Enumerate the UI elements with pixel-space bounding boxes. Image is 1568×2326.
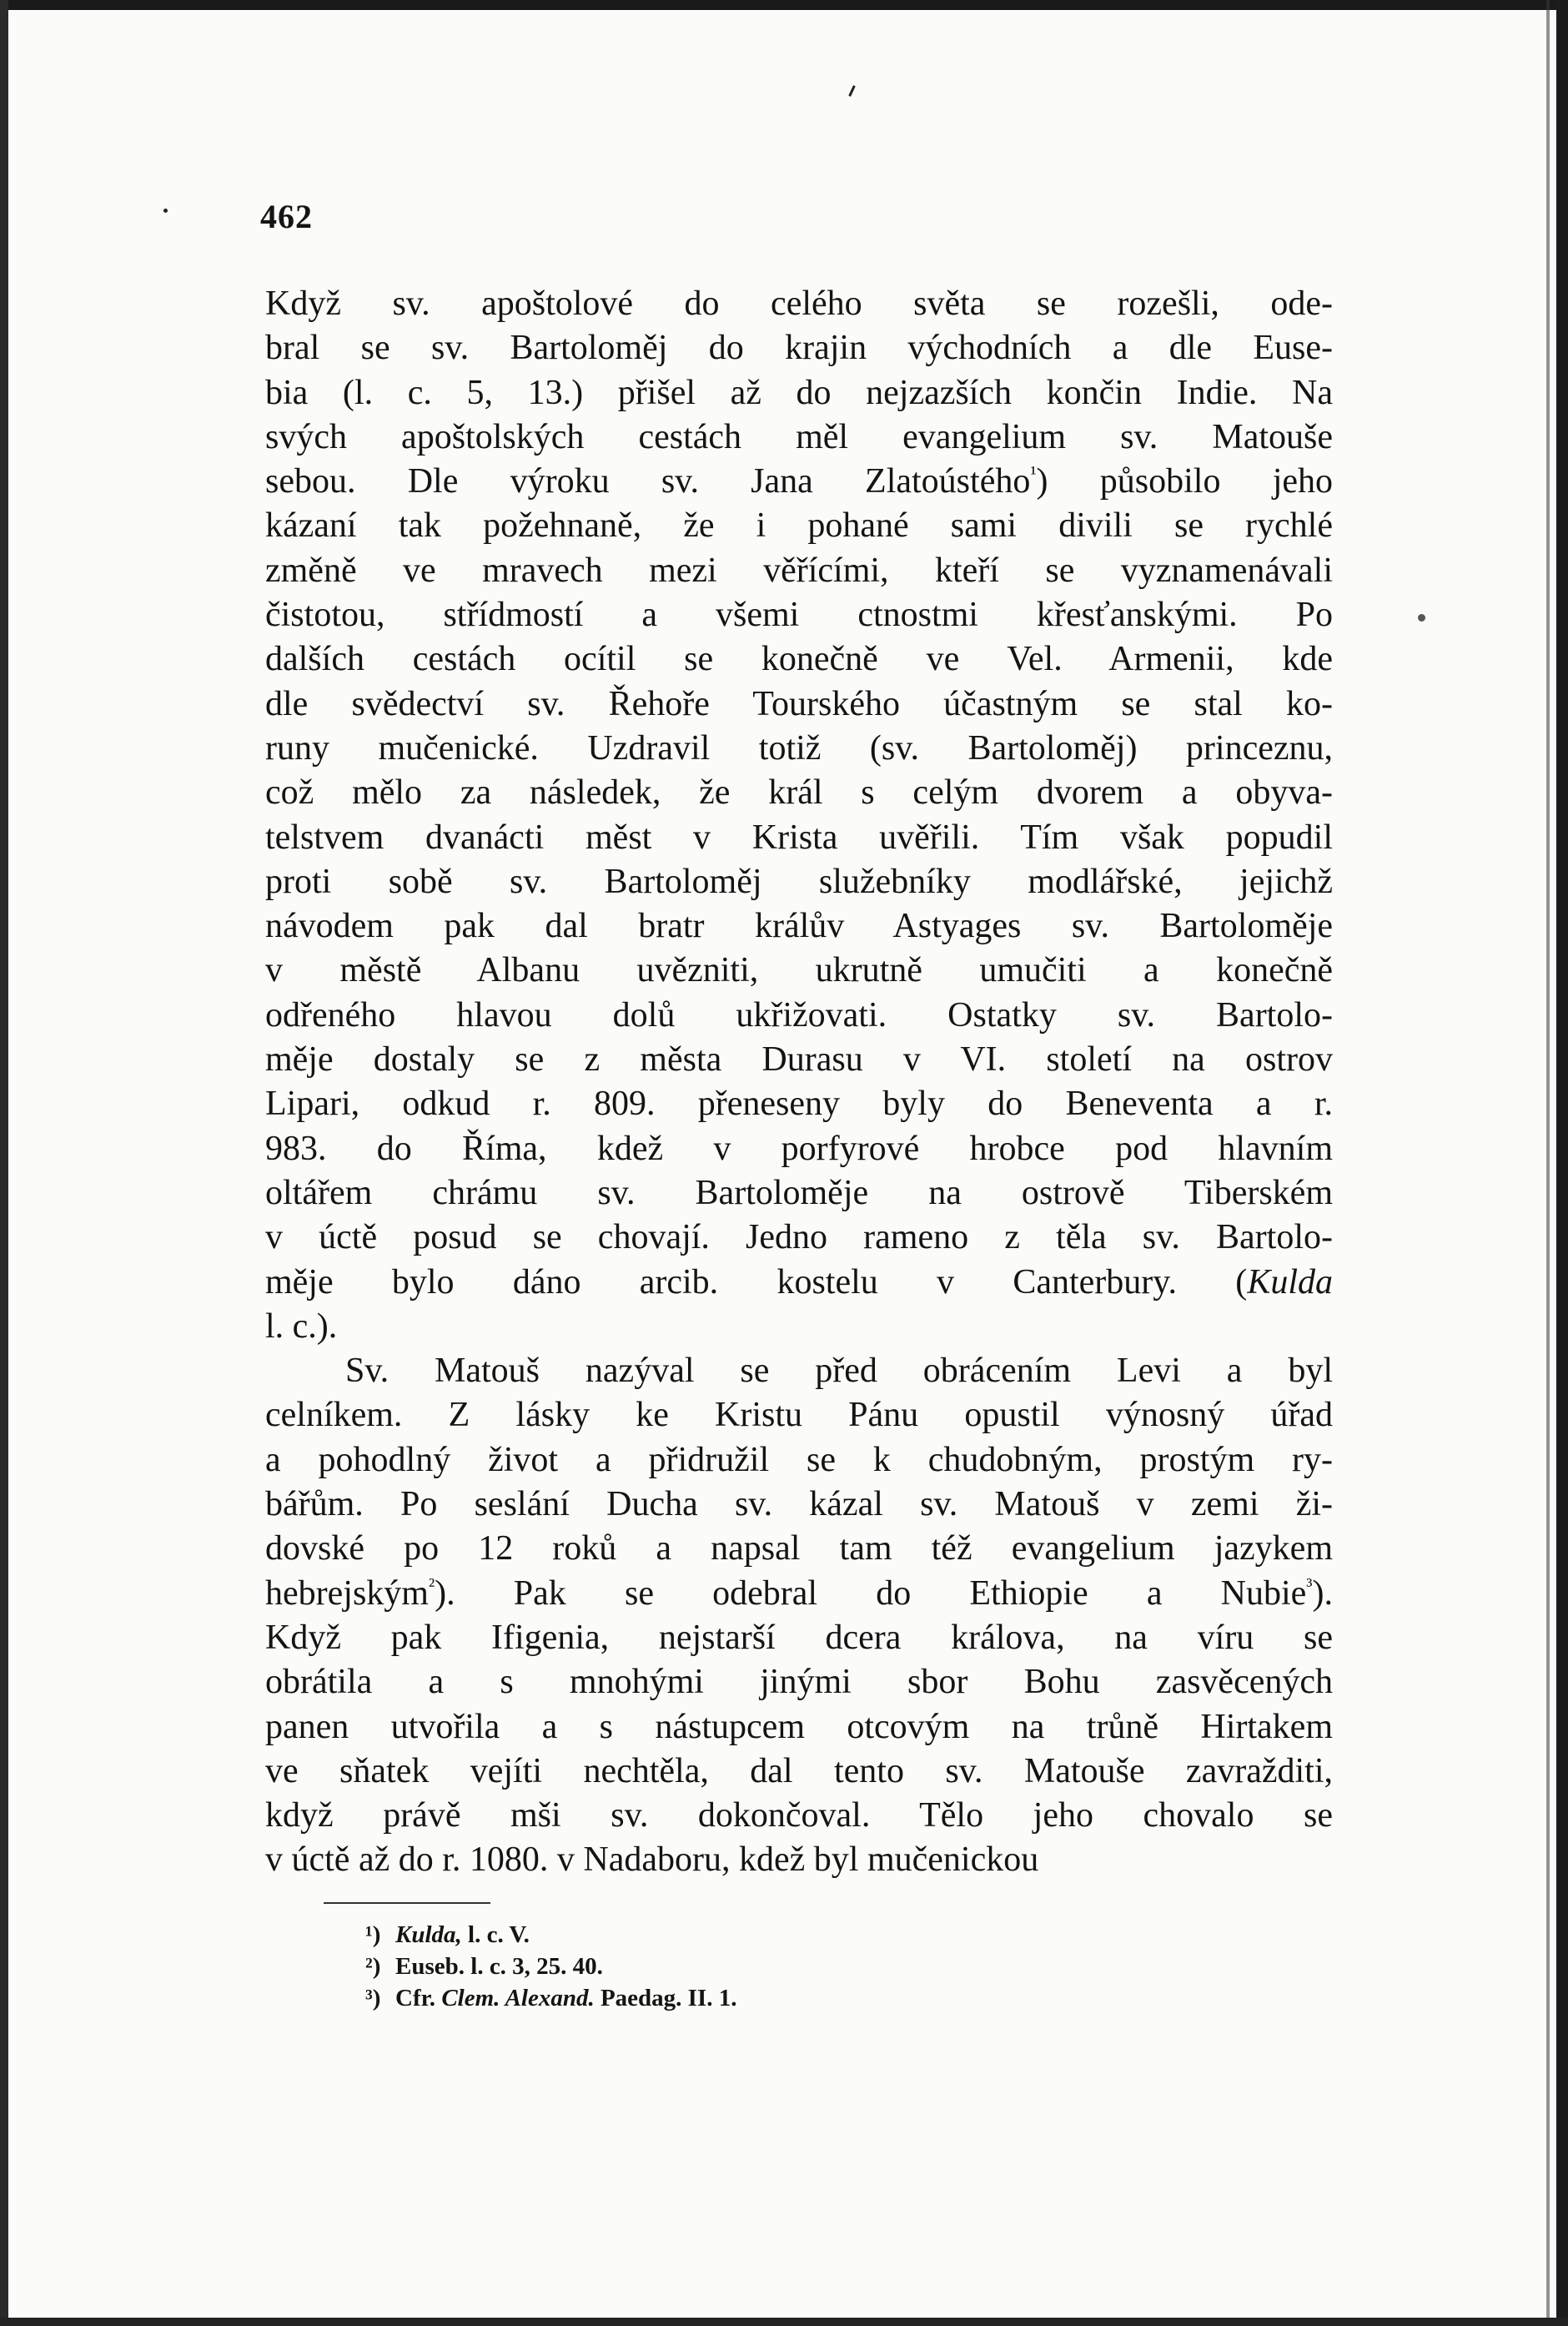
text-line: panen utvořila a s nástupcem otcovým na trůně Hirtakem bbox=[265, 1707, 1333, 1746]
scan-border-top bbox=[0, 0, 1568, 10]
text-line: Když sv. apoštolové do celého světa se rozešli, ode- bbox=[265, 284, 1333, 323]
scan-shadow-right bbox=[1546, 0, 1550, 2326]
footnote-separator bbox=[324, 1902, 490, 1904]
footnote-mark: ²) bbox=[365, 1953, 381, 1980]
footnote-mark: ³) bbox=[365, 1985, 381, 2011]
text-line: bia (l. c. 5, 13.) přišel až do nejzazších končin Indie. Na bbox=[265, 373, 1333, 412]
page-number: 462 bbox=[260, 198, 313, 235]
text-line: Když pak Ifigenia, nejstarší dcera králova, na víru se bbox=[265, 1618, 1333, 1657]
italic-reference: Kulda bbox=[1247, 1262, 1333, 1301]
text-line: dle svědectví sv. Řehoře Tourského účastným se stal ko- bbox=[265, 684, 1333, 723]
body-text bbox=[265, 282, 1333, 1883]
text-line: bral se sv. Bartoloměj do krajin východních a dle Euse- bbox=[265, 329, 1333, 368]
scan-border-right bbox=[1556, 0, 1568, 2326]
text-line: l. c.). bbox=[265, 1306, 338, 1346]
text-line: v úctě posud se chovají. Jedno rameno z těla sv. Bartolo- bbox=[265, 1218, 1333, 1257]
scan-speck bbox=[1418, 614, 1425, 622]
footnote-reference: ³ bbox=[1306, 1574, 1313, 1597]
text-line: v městě Albanu uvězniti, ukrutně umučiti a konečně bbox=[265, 951, 1333, 990]
text-line: bářům. Po seslání Ducha sv. kázal sv. Matouš v zemi ži- bbox=[265, 1485, 1333, 1524]
text-line: Lipari, odkud r. 809. přeneseny byly do Beneventa a r. bbox=[265, 1085, 1333, 1124]
text-line: runy mučenické. Uzdravil totiž (sv. Bartoloměj) princeznu, bbox=[265, 728, 1333, 768]
scan-border-bottom bbox=[0, 2318, 1568, 2326]
text-line: dovské po 12 roků a napsal tam též evangelium jazykem bbox=[265, 1529, 1333, 1568]
text-line: když právě mši sv. dokončoval. Tělo jeho chovalo se bbox=[265, 1796, 1333, 1835]
text-line: Sv. Matouš nazýval se před obrácením Levi a byl bbox=[345, 1352, 1333, 1391]
text-line: dalších cestách ocítil se konečně ve Vel. Armenii, kde bbox=[265, 640, 1333, 679]
text-line: změně ve mravech mezi věřícími, kteří se vyznamenávali bbox=[265, 551, 1333, 590]
footnote: ²) Euseb. l. c. 3, 25. 40. bbox=[365, 1951, 949, 1982]
scan-speck bbox=[848, 85, 856, 97]
text-line: což mělo za následek, že král s celým dvorem a obyva- bbox=[265, 773, 1333, 813]
text-line: měje dostaly se z města Durasu v VI. století na ostrov bbox=[265, 1040, 1333, 1080]
text-line: oltářem chrámu sv. Bartoloměje na ostrově Tiberském bbox=[265, 1173, 1333, 1212]
footnote: ³) Cfr. Clem. Alexand. Paedag. II. 1. bbox=[365, 1982, 949, 2014]
text-line: čistotou, střídmostí a všemi ctnostmi křesťanskými. Po bbox=[265, 596, 1333, 635]
text-line: návodem pak dal bratr králův Astyages sv. Bartoloměje bbox=[265, 907, 1333, 946]
text-line: hebrejským$^{^2}$). Pak se odebral do Ethiopie a Nubie$^{^3}$). bbox=[265, 1573, 1333, 1613]
text-line: obrátila a s mnohými jinými sbor Bohu zasvěcených bbox=[265, 1663, 1333, 1702]
text-line: v úctě až do r. 1080. v Nadaboru, kdež byl mučenickou bbox=[265, 1840, 1039, 1880]
text-line: sebou. Dle výroku sv. Jana Zlatoústého$^{^1}$) působilo jeho bbox=[265, 462, 1333, 501]
footnote-reference: ² bbox=[428, 1574, 435, 1597]
text-line: a pohodlný život a přidružil se k chudobným, prostým ry- bbox=[265, 1440, 1333, 1479]
text-line: celníkem. Z lásky ke Kristu Pánu opustil výnosný úřad bbox=[265, 1396, 1333, 1435]
text-line: kázaní tak požehnaně, že i pohané sami divili se rychlé bbox=[265, 506, 1333, 546]
text-line: svých apoštolských cestách měl evangelium sv. Matouše bbox=[265, 417, 1333, 456]
footnote: ¹) Kulda, l. c. V. bbox=[365, 1919, 949, 1951]
text-line: odřeného hlavou dolů ukřižovati. Ostatky sv. Bartolo- bbox=[265, 995, 1333, 1035]
footnote-mark: ¹) bbox=[365, 1921, 381, 1948]
scan-speck bbox=[163, 209, 168, 213]
scan-border-left bbox=[0, 0, 8, 2326]
text-line: ve sňatek vejíti nechtěla, dal tento sv. Matouše zavražditi, bbox=[265, 1751, 1333, 1790]
text-line: proti sobě sv. Bartoloměj služebníky modlářské, jejichž bbox=[265, 862, 1333, 901]
text-line: telstvem dvanácti měst v Krista uvěřili. Tím však popudil bbox=[265, 818, 1333, 857]
text-line: 983. do Říma, kdež v porfyrové hrobce pod hlavním bbox=[265, 1129, 1333, 1168]
footnotes bbox=[365, 1919, 949, 2014]
footnote-reference: ¹ bbox=[1030, 463, 1037, 486]
text-line: měje bylo dáno arcib. kostelu v Canterbury. (Kulda bbox=[265, 1262, 1333, 1301]
